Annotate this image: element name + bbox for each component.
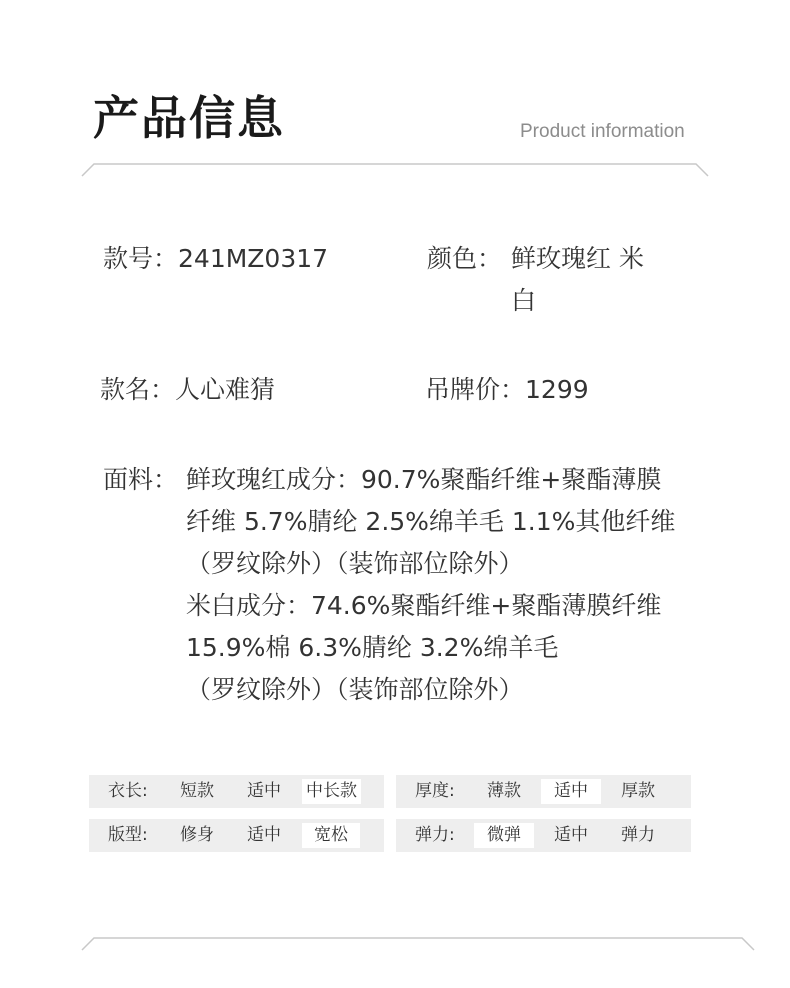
fabric-line: （罗纹除外）（装饰部位除外） [186,675,524,704]
fabric-line: 鲜玫瑰红成分：90.7%聚酯纤维+聚酯薄膜 [186,465,662,494]
tag-price-field [425,369,589,411]
thickness-attribute-bar [396,775,691,808]
fit-attribute-bar [89,819,384,852]
fabric-label: 面料： [103,465,179,494]
tag-price-label: 吊牌价： [425,375,526,404]
style-number-label: 款号： [103,244,179,273]
elasticity-attribute-bar [396,819,691,852]
color-value-line1: 鲜玫瑰红 米 [511,244,644,273]
style-number-value: 241MZ0317 [178,244,329,273]
page-subtitle: Product information [520,121,685,142]
length-option: 短款 [180,781,214,801]
thickness-option: 厚款 [621,781,655,801]
elasticity-option: 弹力 [621,825,655,845]
length-label: 衣长: [108,781,148,801]
fabric-line: （罗纹除外）（装饰部位除外） [186,549,524,578]
style-name-label: 款名： [100,375,176,404]
tag-price-value: 1299 [525,375,589,404]
color-value-line2: 白 [511,286,537,315]
style-name-value: 人心难猜 [175,375,276,404]
length-option-selected: 中长款 [302,779,361,804]
fit-label: 版型: [108,825,148,845]
color-field [427,238,502,280]
color-label: 颜色： [427,244,503,273]
page-title: 产品信息 [93,91,285,145]
style-name-field [100,369,275,411]
style-number-field [103,238,328,280]
fabric-line: 15.9%棉 6.3%腈纶 3.2%绵羊毛 [186,633,559,662]
fit-option: 适中 [247,825,281,845]
length-option: 适中 [247,781,281,801]
bottom-divider [0,934,790,954]
elasticity-option: 适中 [554,825,588,845]
top-divider [0,160,790,180]
length-attribute-bar [89,775,384,808]
fabric-composition [186,459,675,711]
thickness-option-selected: 适中 [541,779,601,804]
fit-option-selected: 宽松 [302,823,360,848]
thickness-option: 薄款 [487,781,521,801]
fabric-line: 纤维 5.7%腈纶 2.5%绵羊毛 1.1%其他纤维 [186,507,676,536]
elasticity-option-selected: 微弹 [474,823,534,848]
fabric-line: 米白成分：74.6%聚酯纤维+聚酯薄膜纤维 [186,591,662,620]
elasticity-label: 弹力: [415,825,455,845]
fit-option: 修身 [180,825,214,845]
thickness-label: 厚度: [415,781,455,801]
